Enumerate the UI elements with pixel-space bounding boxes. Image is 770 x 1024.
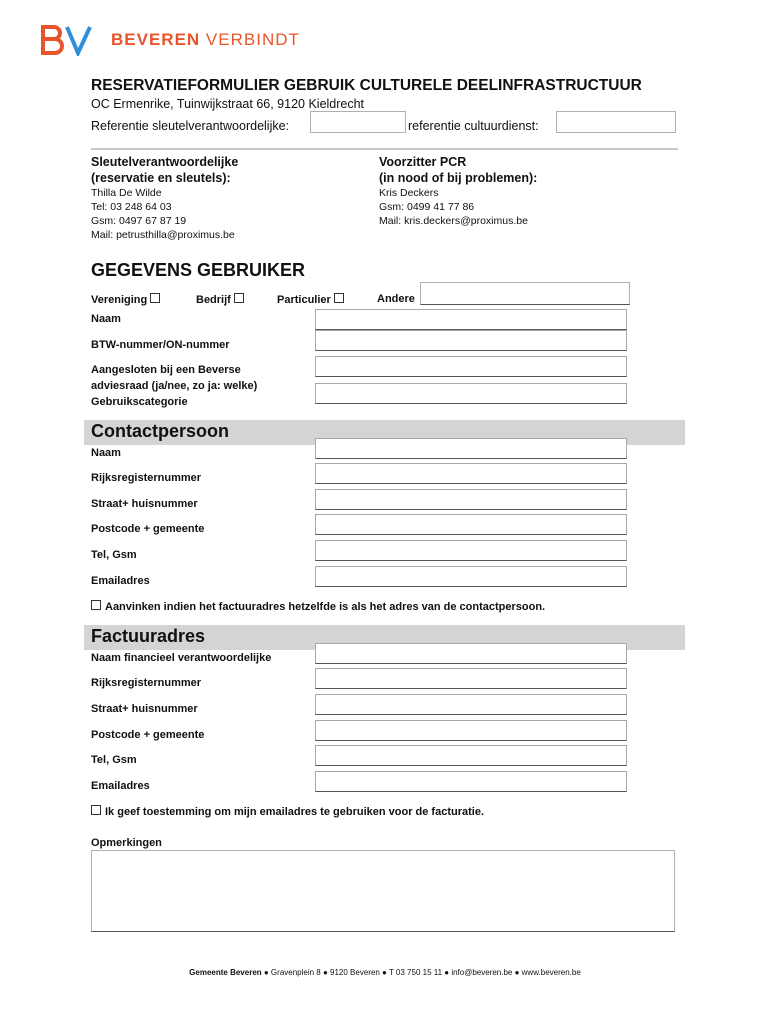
- contact-name-label: Naam: [91, 447, 121, 459]
- key-holder-block: Sleutelverantwoordelijke (reservatie en sleutels): Thilla De Wilde Tel: 03 248 64 03 Gsm: 0497 67 87 19 Mail: petrusthilla@proximus.be: [91, 155, 239, 241]
- andere-input[interactable]: [420, 282, 630, 305]
- ref-culture-input[interactable]: [556, 111, 676, 133]
- type-particulier[interactable]: Particulier: [277, 293, 344, 306]
- email-consent-option[interactable]: Ik geef toestemming om mijn emailadres te gebruiken voor de facturatie.: [91, 805, 484, 818]
- invoice-rrn-label: Rijksregisternummer: [91, 677, 202, 689]
- invoice-name-input[interactable]: [315, 643, 627, 664]
- contact-email-label: Emailadres: [91, 575, 150, 587]
- category-input[interactable]: [315, 383, 627, 404]
- checkbox-icon[interactable]: [150, 293, 160, 303]
- contact-tel-input[interactable]: [315, 540, 627, 561]
- contact-rrn-label: Rijksregisternummer: [91, 472, 202, 484]
- advisory-label-2: adviesraad (ja/nee, zo ja: welke): [91, 380, 258, 392]
- form-title: RESERVATIEFORMULIER GEBRUIK CULTURELE DEELINFRASTRUCTUUR: [91, 77, 642, 94]
- invoice-email-label: Emailadres: [91, 780, 150, 792]
- section-contact-heading: Contactpersoon: [91, 421, 230, 441]
- btw-input[interactable]: [315, 330, 627, 351]
- ref-key-input[interactable]: [310, 111, 406, 133]
- reference-line: [91, 119, 289, 133]
- ref-culture-label: referentie cultuurdienst:: [408, 119, 539, 133]
- checkbox-icon[interactable]: [334, 293, 344, 303]
- contact-street-label: Straat+ huisnummer: [91, 498, 198, 510]
- venue-address: OC Ermenrike, Tuinwijkstraat 66, 9120 Kieldrecht: [91, 97, 365, 111]
- footer-contact: ● Gravenplein 8 ● 9120 Beveren ● T 03 750 15 11 ● info@beveren.be ● www.beveren.be: [261, 968, 581, 977]
- type-vereniging[interactable]: Vereniging: [91, 293, 160, 306]
- invoice-name-label: Naam financieel verantwoordelijke: [91, 652, 272, 664]
- invoice-street-label: Straat+ huisnummer: [91, 703, 198, 715]
- divider: [91, 148, 678, 150]
- contact-street-input[interactable]: [315, 489, 627, 510]
- category-label: Gebruikscategorie: [91, 396, 188, 408]
- advisory-label-1: Aangesloten bij een Beverse: [91, 364, 241, 376]
- contact-name-input[interactable]: [315, 438, 627, 459]
- contact-rrn-input[interactable]: [315, 463, 627, 484]
- checkbox-icon[interactable]: [234, 293, 244, 303]
- contact-email-input[interactable]: [315, 566, 627, 587]
- btw-label: BTW-nummer/ON-nummer: [91, 339, 230, 351]
- contact-postcode-input[interactable]: [315, 514, 627, 535]
- remarks-textarea[interactable]: [91, 850, 675, 932]
- invoice-tel-input[interactable]: [315, 745, 627, 766]
- invoice-postcode-input[interactable]: [315, 720, 627, 741]
- invoice-street-input[interactable]: [315, 694, 627, 715]
- user-name-input[interactable]: [315, 309, 627, 330]
- ref-key-label: Referentie sleutelverantwoordelijke:: [91, 119, 290, 133]
- type-andere: Andere: [377, 293, 415, 305]
- type-bedrijf[interactable]: Bedrijf: [196, 293, 244, 306]
- invoice-tel-label: Tel, Gsm: [91, 754, 137, 766]
- user-name-label: Naam: [91, 313, 121, 325]
- advisory-input[interactable]: [315, 356, 627, 377]
- brand-name: BEVEREN VERBINDT: [111, 30, 300, 49]
- section-user-heading: GEGEVENS GEBRUIKER: [91, 260, 306, 280]
- remarks-label: Opmerkingen: [91, 837, 162, 849]
- invoice-email-input[interactable]: [315, 771, 627, 792]
- pcr-chair-block: Voorzitter PCR (in nood of bij problemen): Kris Deckers Gsm: 0499 41 77 86 Mail: kris.deckers@proximus.be: [379, 155, 538, 227]
- same-address-option[interactable]: Aanvinken indien het factuuradres hetzelfde is als het adres van de contactpersoon.: [91, 600, 545, 613]
- checkbox-icon[interactable]: [91, 805, 101, 815]
- invoice-postcode-label: Postcode + gemeente: [91, 729, 205, 741]
- section-invoice-heading: Factuuradres: [91, 626, 206, 646]
- footer: [0, 968, 770, 977]
- beveren-logo-icon: [40, 24, 92, 56]
- contact-tel-label: Tel, Gsm: [91, 549, 137, 561]
- contact-postcode-label: Postcode + gemeente: [91, 523, 205, 535]
- footer-org: Gemeente Beveren: [189, 968, 262, 977]
- invoice-rrn-input[interactable]: [315, 668, 627, 689]
- checkbox-icon[interactable]: [91, 600, 101, 610]
